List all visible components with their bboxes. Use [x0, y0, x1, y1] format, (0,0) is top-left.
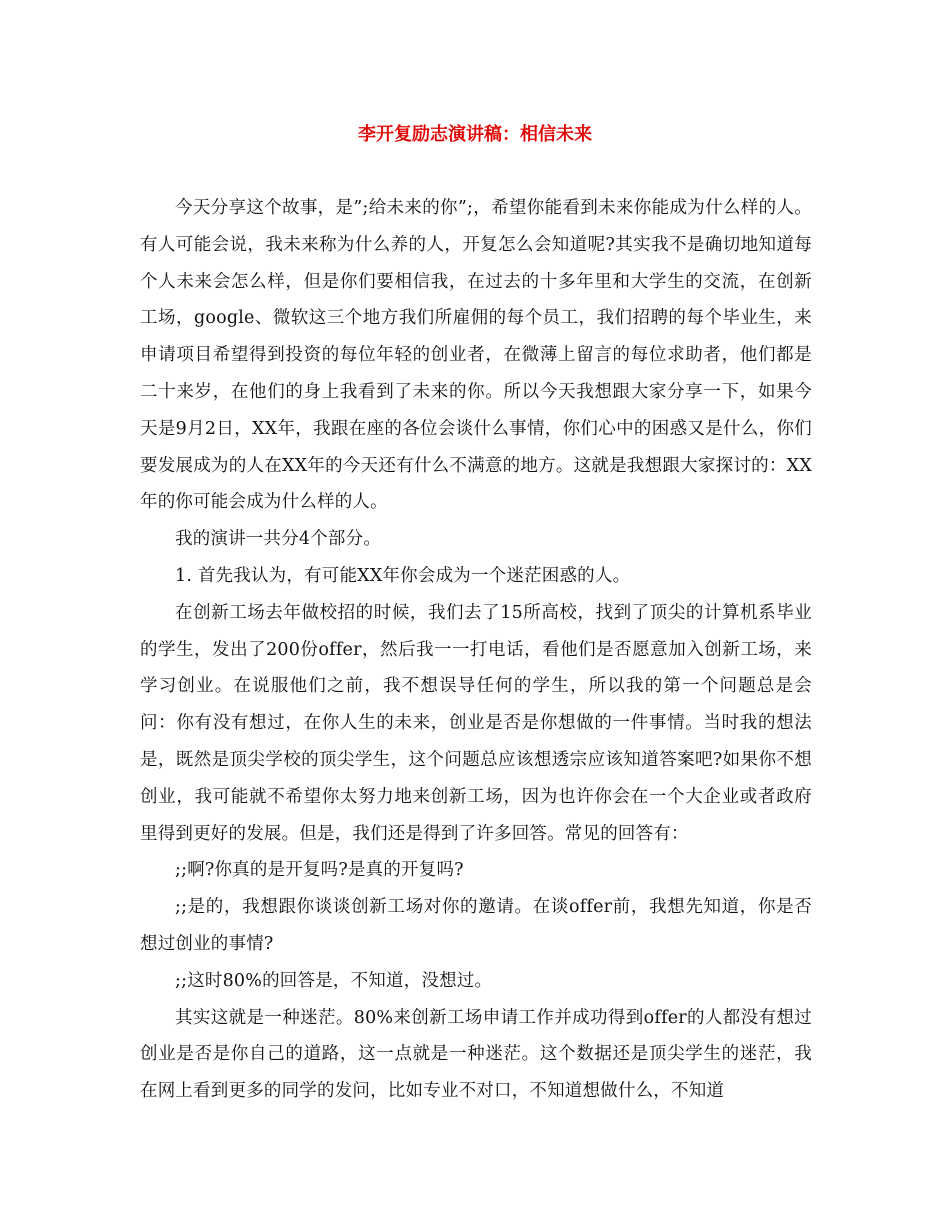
paragraph-point-one: 1. 首先我认为，有可能XX年你会成为一个迷茫困惑的人。 [175, 565, 631, 586]
paragraph-dialogue-3: ;;这时80%的回答是，不知道，没想过。 [175, 970, 493, 991]
paragraph-dialogue-2: ;;是的，我想跟你谈谈创新工场对你的邀请。在谈offer前，我想先知道，你是否想过创业的事情? [140, 897, 812, 954]
paragraph-confusion: 其实这就是一种迷茫。80%来创新工场申请工作并成功得到offer的人都没有想过创业是否是你自己的道路，这一点就是一种迷茫。这个数据还是顶尖学生的迷茫，我在网上看到更多的同学的发问，比如专业不对口，不知道想做什么，不知道 [140, 1007, 812, 1102]
document-body [140, 190, 812, 1110]
paragraph-dialogue-1: ;;啊?你真的是开复吗?是真的开复吗? [175, 860, 464, 881]
paragraph-intro: 今天分享这个故事，是”;给未来的你”;，希望你能看到未来你能成为什么样的人。有人可能会说，我未来称为什么养的人，开复怎么会知道呢?其实我不是确切地知道每个人未来会怎么样，但是你们要相信我，在过去的十多年里和大学生的交流，在创新工场，google、微软这三个地方我们所雇佣的每个员工，我们招聘的每个毕业生，来申请项目希望得到投资的每位年轻的创业者，在微薄上留言的每位求助者，他们都是二十来岁，在他们的身上我看到了未来的你。所以今天我想跟大家分享一下，如果今天是9月2日，XX年，我跟在座的各位会谈什么事情，你们心中的困惑又是什么，你们要发展成为的人在XX年的今天还有什么不满意的地方。这就是我想跟大家探讨的：XX年的你可能会成为什么样的人。 [140, 198, 812, 513]
paragraph-campus-recruiting: 在创新工场去年做校招的时候，我们去了15所高校，找到了顶尖的计算机系毕业的学生，发出了200份offer，然后我一一打电话，看他们是否愿意加入创新工场，来学习创业。在说服他们之前，我不想误导任何的学生，所以我的第一个问题总是会问：你有没有想过，在你人生的未来，创业是否是你想做的一件事情。当时我的想法是，既然是顶尖学校的顶尖学生，这个问题总应该想透宗应该知道答案吧?如果你不想创业，我可能就不希望你太努力地来创新工场，因为也许你会在一个大企业或者政府里得到更好的发展。但是，我们还是得到了许多回答。常见的回答有： [140, 602, 812, 844]
document-title: 李开复励志演讲稿：相信未来 [358, 124, 592, 145]
paragraph-outline: 我的演讲一共分4个部分。 [175, 529, 382, 550]
